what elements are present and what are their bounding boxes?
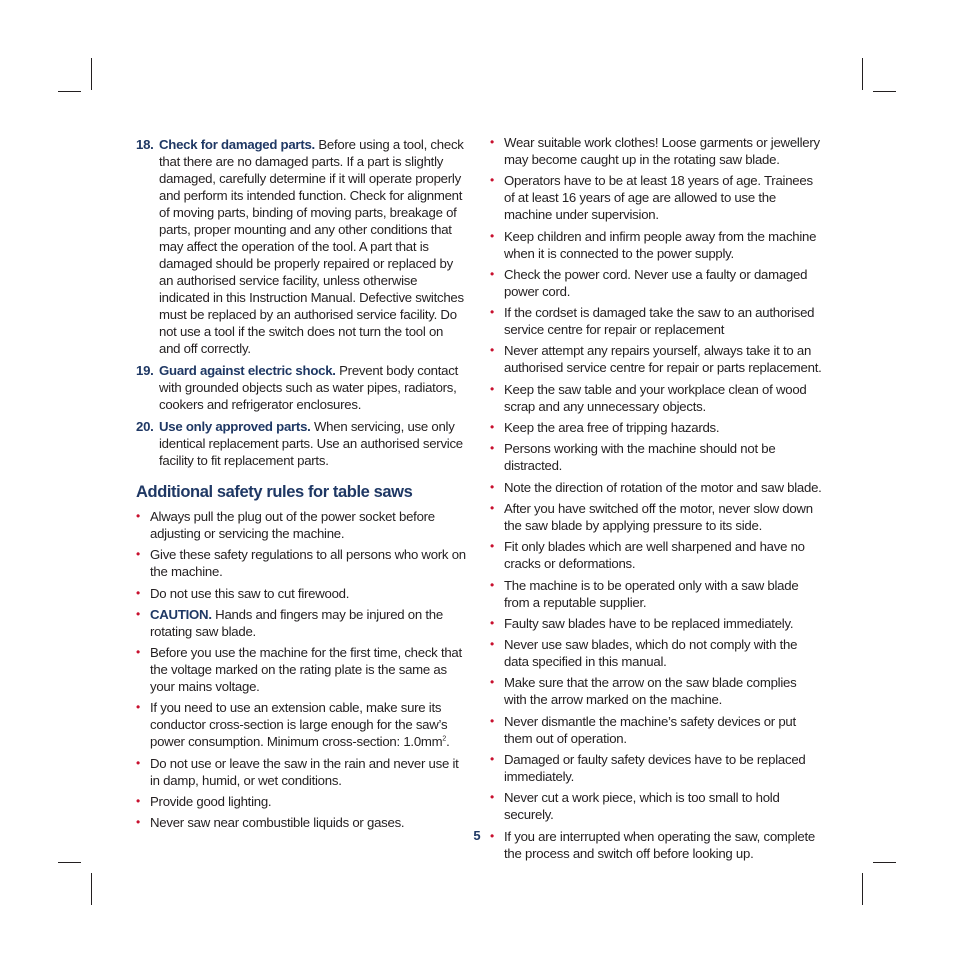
list-item-text: Never dismantle the machine’s safety devices or put them out of operation.	[504, 713, 796, 746]
list-item-text: The machine is to be operated only with a saw blade from a reputable supplier.	[504, 577, 799, 610]
list-item-text: Keep the area free of tripping hazards.	[504, 420, 720, 436]
list-item	[490, 500, 822, 534]
list-item-text: Keep children and infirm people away from the machine when it is connected to the power supply.	[504, 228, 817, 261]
bullet-icon: •	[490, 381, 494, 396]
item-text: When servicing, use only identical replacement parts. Use an authorised service facility to fit replacement parts.	[159, 419, 463, 468]
bullet-icon: •	[490, 343, 494, 358]
numbered-item-19	[136, 362, 466, 413]
list-item-text: Wear suitable work clothes! Loose garments or jewellery may become caught up in the rotating saw blade.	[504, 135, 820, 167]
bullet-icon: •	[136, 700, 140, 715]
list-item-text: Never use saw blades, which do not comply with the data specified in this manual.	[504, 637, 798, 670]
bullet-icon: •	[490, 135, 494, 149]
item-lead: Guard against electric shock.	[159, 363, 336, 378]
list-item-text: If the cordset is damaged take the saw to an authorised service centre for repair or replacement	[504, 305, 815, 338]
list-item	[136, 585, 466, 602]
bullet-icon: •	[136, 606, 140, 621]
list-item-text: Never cut a work piece, which is too small to hold securely.	[504, 790, 780, 823]
bullet-icon: •	[490, 539, 494, 554]
list-item	[490, 615, 822, 632]
list-item-text: Never saw near combustible liquids or gases.	[150, 815, 405, 831]
crop-mark-top-left-vertical	[91, 58, 92, 90]
crop-mark-top-left-horizontal	[58, 91, 81, 92]
list-item	[490, 266, 822, 300]
list-item	[490, 381, 822, 415]
bullet-icon: •	[490, 637, 494, 652]
item-number: 20.	[136, 419, 154, 434]
list-item	[490, 789, 822, 823]
list-item	[490, 134, 822, 168]
left-column	[136, 136, 466, 836]
bullet-icon: •	[136, 755, 140, 770]
left-bullet-list	[136, 508, 466, 831]
item-lead: Check for damaged parts.	[159, 137, 315, 152]
bullet-icon: •	[490, 305, 494, 320]
item-text: Prevent body contact with grounded objects such as water pipes, radiators, cookers and refrigerator enclosures.	[159, 363, 459, 412]
crop-mark-bottom-left-horizontal	[58, 862, 81, 863]
list-item-text: Never attempt any repairs yourself, always take it to an authorised service centre for repair or parts replacement.	[504, 343, 822, 376]
list-item	[136, 644, 466, 695]
list-item-text: Damaged or faulty safety devices have to be replaced immediately.	[504, 752, 806, 785]
caution-label: CAUTION.	[150, 606, 212, 622]
list-item-text: Keep the saw table and your workplace clean of wood scrap and any unnecessary objects.	[504, 381, 807, 414]
page-number: 5	[473, 828, 481, 843]
bullet-icon: •	[490, 420, 494, 435]
bullet-icon: •	[136, 547, 140, 562]
bullet-icon: •	[490, 479, 494, 494]
list-item	[136, 546, 466, 580]
list-item	[490, 304, 822, 338]
list-item	[490, 713, 822, 747]
list-item	[136, 793, 466, 810]
item-number: 19.	[136, 363, 154, 378]
list-item-text: Always pull the plug out of the power socket before adjusting or servicing the machine.	[150, 509, 435, 541]
item-text: Before using a tool, check that there are no damaged parts. If a part is slightly damaged, carefully determine if it will operate properly and perform its intended function. Check for alignment of moving parts, binding of moving parts, breakage of parts, proper mounting and any other conditions that may affect the operation of the tool. A part that is damaged should be properly repaired or replaced by an authorised service facility, unless otherwise indicated in this Instruction Manual. Defective switches must be replaced by an authorised service facility. Do not use a tool if the switch does not turn the tool on and off correctly.	[159, 137, 464, 356]
bullet-icon: •	[490, 500, 494, 515]
period: .	[446, 734, 450, 750]
list-item-text: Do not use this saw to cut firewood.	[150, 585, 350, 601]
list-item	[490, 479, 822, 496]
bullet-icon: •	[136, 509, 140, 523]
list-item-text: Provide good lighting.	[150, 794, 272, 810]
bullet-icon: •	[136, 585, 140, 600]
bullet-icon: •	[136, 645, 140, 660]
item-number: 18.	[136, 137, 154, 152]
list-item-text: Faulty saw blades have to be replaced immediately.	[504, 615, 794, 631]
list-item-text: Note the direction of rotation of the motor and saw blade.	[504, 479, 822, 495]
list-item	[490, 674, 822, 708]
list-item	[490, 636, 822, 670]
list-item	[490, 172, 822, 223]
list-item	[490, 538, 822, 572]
list-item	[490, 342, 822, 376]
list-item-text: Before you use the machine for the first time, check that the voltage marked on the rating plate is the same as your mains voltage.	[150, 645, 462, 695]
list-item-text: Hands and fingers may be injured on the rotating saw blade.	[150, 606, 443, 639]
bullet-icon: •	[490, 675, 494, 690]
bullet-icon: •	[490, 173, 494, 188]
item-lead: Use only approved parts.	[159, 419, 311, 434]
list-item	[490, 440, 822, 474]
crop-mark-top-right-horizontal	[873, 91, 896, 92]
superscript: 2	[442, 736, 447, 744]
list-item-text: If you need to use an extension cable, make sure its conductor cross-section is large enough for the saw’s power consumption. Minimum cross-section: 1.0mm	[150, 700, 448, 750]
list-item	[136, 508, 466, 542]
list-item-text: If you are interrupted when operating the saw, complete the process and switch off before looking up.	[504, 828, 816, 861]
list-item-text: Operators have to be at least 18 years of age. Trainees of at least 16 years of age are allowed to use the machine under supervision.	[504, 173, 813, 223]
list-item-text: Give these safety regulations to all persons who work on the machine.	[150, 547, 466, 580]
list-item-text: Check the power cord. Never use a faulty or damaged power cord.	[504, 266, 808, 299]
list-item	[490, 419, 822, 436]
crop-mark-bottom-right-horizontal	[873, 862, 896, 863]
numbered-item-20	[136, 418, 466, 469]
list-item	[490, 577, 822, 611]
bullet-icon: •	[490, 577, 494, 592]
list-item-text: Persons working with the machine should not be distracted.	[504, 441, 776, 474]
bullet-icon: •	[490, 441, 494, 456]
crop-mark-bottom-right-vertical	[862, 873, 863, 905]
crop-mark-top-right-vertical	[862, 58, 863, 90]
list-item	[490, 751, 822, 785]
bullet-icon: •	[490, 828, 494, 843]
bullet-icon: •	[490, 266, 494, 281]
right-column	[490, 134, 822, 866]
bullet-icon: •	[490, 713, 494, 728]
bullet-icon: •	[136, 794, 140, 809]
bullet-icon: •	[490, 228, 494, 243]
list-item-text: Fit only blades which are well sharpened and have no cracks or deformations.	[504, 539, 805, 572]
list-item	[136, 699, 466, 750]
list-item-text: After you have switched off the motor, never slow down the saw blade by applying pressure to its side.	[504, 500, 813, 533]
list-item-text: Make sure that the arrow on the saw blade complies with the arrow marked on the machine.	[504, 675, 797, 708]
list-item	[136, 606, 466, 640]
right-bullet-list	[490, 134, 822, 862]
bullet-icon: •	[490, 752, 494, 767]
list-item-text: Do not use or leave the saw in the rain and never use it in damp, humid, or wet conditions.	[150, 755, 459, 788]
numbered-item-18	[136, 136, 466, 357]
section-heading: Additional safety rules for table saws	[136, 483, 413, 501]
bullet-icon: •	[136, 815, 140, 830]
crop-mark-bottom-left-vertical	[91, 873, 92, 905]
list-item	[490, 228, 822, 262]
list-item	[136, 755, 466, 789]
bullet-icon: •	[490, 615, 494, 630]
bullet-icon: •	[490, 790, 494, 805]
